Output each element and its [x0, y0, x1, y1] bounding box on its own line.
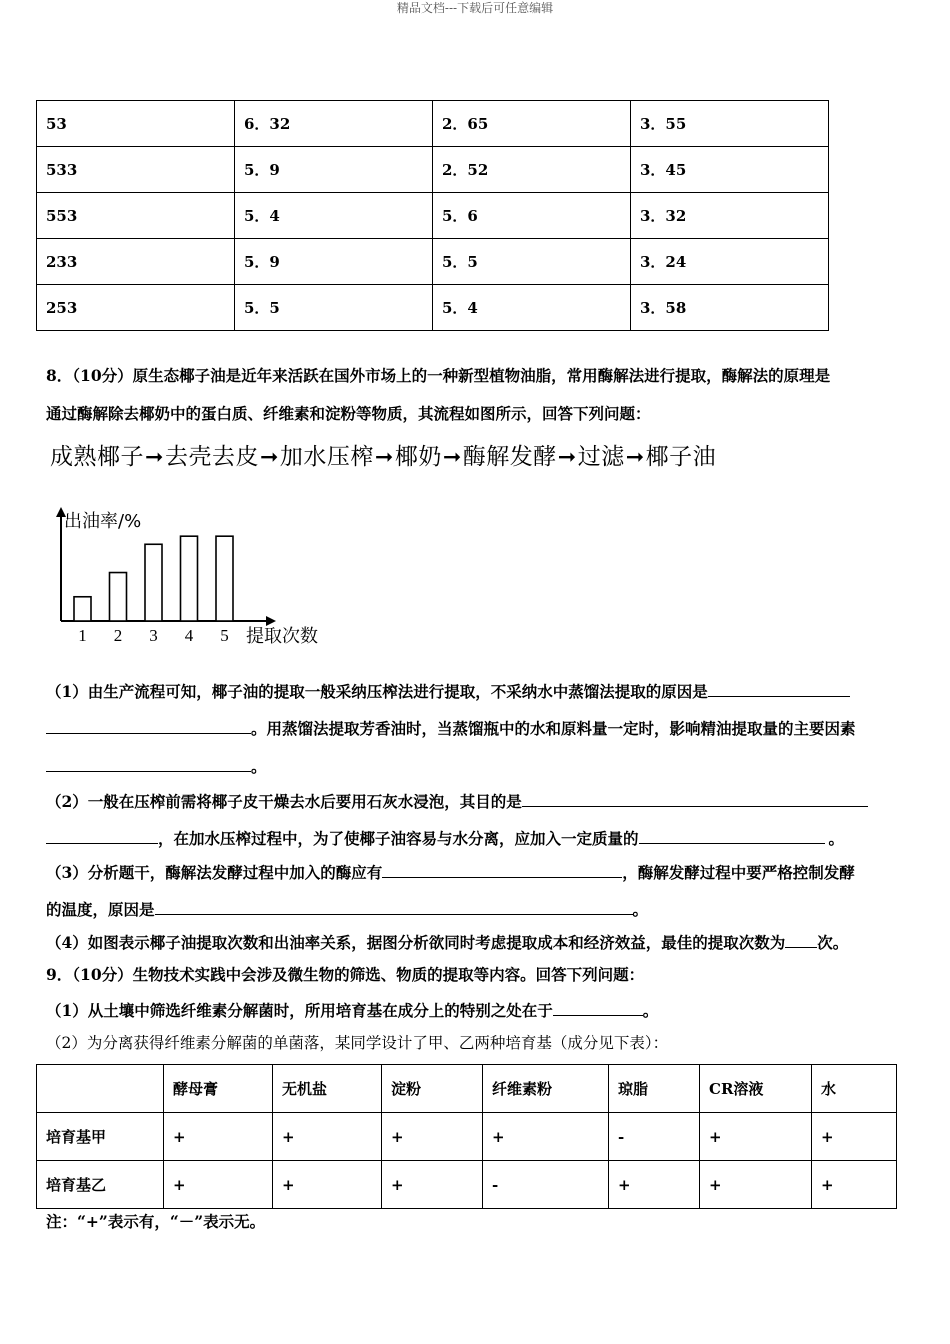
x-tick-label: 2 [113, 626, 123, 645]
table-header-cell: 纤维素粉 [483, 1065, 609, 1113]
text: （3）分析题干，酶解法发酵过程中加入的酶应有 [46, 863, 383, 882]
flow-step: 椰奶 [394, 444, 442, 470]
table-row [37, 101, 829, 147]
q8-line1: 8．（10分）原生态椰子油是近年来活跃在国外市场上的一种新型植物油脂，常用酶解法进行提取，酶解法的原理是 [46, 366, 831, 385]
arrow-icon: ➞ [557, 445, 577, 470]
x-axis-label: 提取次数 [246, 626, 318, 647]
bars-group [74, 536, 233, 621]
bar [181, 536, 198, 621]
x-tick-label: 4 [184, 626, 194, 645]
x-tick-label: 3 [149, 626, 158, 645]
answer-blank[interactable] [46, 755, 251, 772]
table-cell: + [273, 1113, 382, 1161]
q9-sub2: （2）为分离获得纤维素分解菌的单菌落，某同学设计了甲、乙两种培育基（成分见下表）： [46, 1034, 669, 1052]
x-ticks-group [78, 626, 229, 645]
flow-step: 去壳去皮 [164, 444, 259, 470]
table-row [37, 147, 829, 193]
answer-blank[interactable] [639, 827, 825, 844]
table-cell: 233 [37, 239, 235, 285]
table-cell: 5．9 [235, 147, 433, 193]
table-cell: 5．6 [433, 193, 631, 239]
table-cell: 2．52 [433, 147, 631, 193]
table-row [37, 193, 829, 239]
table-cell: 3．32 [631, 193, 829, 239]
table-header-cell: 淀粉 [382, 1065, 483, 1113]
table-cell: + [273, 1161, 382, 1209]
q9-line1: 9．（10分）生物技术实践中会涉及微生物的筛选、物质的提取等内容。回答下列问题： [46, 965, 645, 984]
table-cell: 53 [37, 101, 235, 147]
arrow-icon: ➞ [625, 445, 645, 470]
table-note: 注：“+”表示有，“－”表示无。 [46, 1212, 266, 1231]
arrow-icon: ➞ [145, 445, 164, 470]
table-row [37, 1161, 897, 1209]
q8-sub3-line1 [46, 861, 906, 883]
table-header-cell: 无机盐 [273, 1065, 382, 1113]
y-axis-label: 出油率/% [64, 511, 142, 532]
x-axis-arrow [266, 616, 276, 626]
text: ，酶解发酵过程中要严格控制发酵 [622, 863, 855, 882]
q8-sub3-line2 [46, 898, 906, 920]
text: （4）如图表示椰子油提取次数和出油率关系，据图分析欲同时考虑提取成本和经济效益，最佳的提取次数为 [46, 933, 786, 952]
table-cell: 3．24 [631, 239, 829, 285]
text: 的温度，原因是 [46, 900, 155, 919]
table-cell: + [483, 1113, 609, 1161]
table-cell: + [812, 1161, 897, 1209]
q9-sub1 [46, 999, 906, 1021]
table-cell: 5．4 [433, 285, 631, 331]
q8-sub2-line1 [46, 790, 906, 812]
process-flow [50, 438, 716, 471]
table-cell: 2．65 [433, 101, 631, 147]
oil-yield-chart [40, 503, 340, 653]
q8-sub1-line2 [46, 717, 906, 739]
table-header-cell: 琼脂 [609, 1065, 700, 1113]
table-cell: 533 [37, 147, 235, 193]
data-table [36, 100, 829, 331]
text: （2）一般在压榨前需将椰子皮干燥去水后要用石灰水浸泡，其目的是 [46, 792, 522, 811]
table-cell: + [164, 1161, 273, 1209]
text: 。 [642, 1001, 659, 1020]
answer-blank[interactable] [382, 861, 622, 878]
table-header-cell [37, 1065, 164, 1113]
text: 。 [828, 829, 845, 848]
text: ，在加水压榨过程中，为了使椰子油容易与水分离，应加入一定质量的 [158, 829, 639, 848]
answer-blank[interactable] [785, 931, 817, 948]
answer-blank[interactable] [553, 999, 643, 1016]
table-header-cell: CR溶液 [700, 1065, 812, 1113]
flow-step: 椰子油 [645, 444, 717, 470]
table-cell: + [700, 1113, 812, 1161]
text: （1）由生产流程可知，椰子油的提取一般采纳压榨法进行提取，不采纳水中蒸馏法提取的原因是 [46, 682, 708, 701]
table-cell: + [164, 1113, 273, 1161]
q8-sub1-line1 [46, 680, 906, 702]
table-header-row [37, 1065, 897, 1113]
table-header-cell: 水 [812, 1065, 897, 1113]
text: 。 [632, 900, 649, 919]
table-cell: 3．45 [631, 147, 829, 193]
table-cell: 6．32 [235, 101, 433, 147]
table-cell: 3．58 [631, 285, 829, 331]
q8-sub4 [46, 931, 906, 953]
bar [145, 544, 162, 621]
bar [216, 536, 233, 621]
table-row [37, 239, 829, 285]
table-cell: + [609, 1161, 700, 1209]
answer-blank[interactable] [522, 790, 868, 807]
flow-step: 成熟椰子 [50, 444, 144, 470]
table-cell: + [382, 1113, 483, 1161]
table-cell: - [483, 1161, 609, 1209]
answer-blank[interactable] [708, 680, 850, 697]
table-cell: 5．5 [433, 239, 631, 285]
table-cell: 培育基甲 [37, 1113, 164, 1161]
arrow-icon: ➞ [374, 445, 394, 470]
flow-step: 加水压榨 [279, 444, 374, 470]
flow-step: 过滤 [577, 444, 625, 470]
table-cell: + [382, 1161, 483, 1209]
answer-blank[interactable] [46, 827, 158, 844]
table-cell: - [609, 1113, 700, 1161]
table-cell: + [700, 1161, 812, 1209]
bar [74, 597, 91, 621]
text: 。 [251, 757, 267, 776]
medium-table [36, 1064, 897, 1209]
table-cell: 3．55 [631, 101, 829, 147]
table-cell: 553 [37, 193, 235, 239]
table-cell: + [812, 1113, 897, 1161]
text: （1）从土壤中筛选纤维素分解菌时，所用培育基在成分上的特别之处在于 [46, 1001, 553, 1020]
flow-step: 酶解发酵 [462, 444, 557, 470]
q8-sub2-line2 [46, 827, 906, 849]
table-row [37, 1113, 897, 1161]
table-cell: 5．9 [235, 239, 433, 285]
q8-sub1-line3 [46, 755, 906, 777]
table-cell: 5．4 [235, 193, 433, 239]
x-tick-label: 5 [220, 626, 229, 645]
answer-blank[interactable] [46, 717, 251, 734]
text: 次。 [817, 933, 849, 952]
page-header: 精品文档---下载后可任意编辑 [396, 1, 554, 15]
answer-blank[interactable] [155, 898, 633, 915]
table-row [37, 285, 829, 331]
table-cell: 253 [37, 285, 235, 331]
arrow-icon: ➞ [442, 445, 462, 470]
table-cell: 5．5 [235, 285, 433, 331]
arrow-icon: ➞ [259, 445, 279, 470]
text: 。用蒸馏法提取芳香油时，当蒸馏瓶中的水和原料量一定时，影响精油提取量的主要因素 [251, 719, 856, 738]
q8-line2: 通过酶解除去椰奶中的蛋白质、纤维素和淀粉等物质，其流程如图所示，回答下列问题： [46, 404, 651, 423]
table-cell: 培育基乙 [37, 1161, 164, 1209]
bar [110, 573, 127, 621]
table-header-cell: 酵母膏 [164, 1065, 273, 1113]
x-tick-label: 1 [78, 626, 87, 645]
